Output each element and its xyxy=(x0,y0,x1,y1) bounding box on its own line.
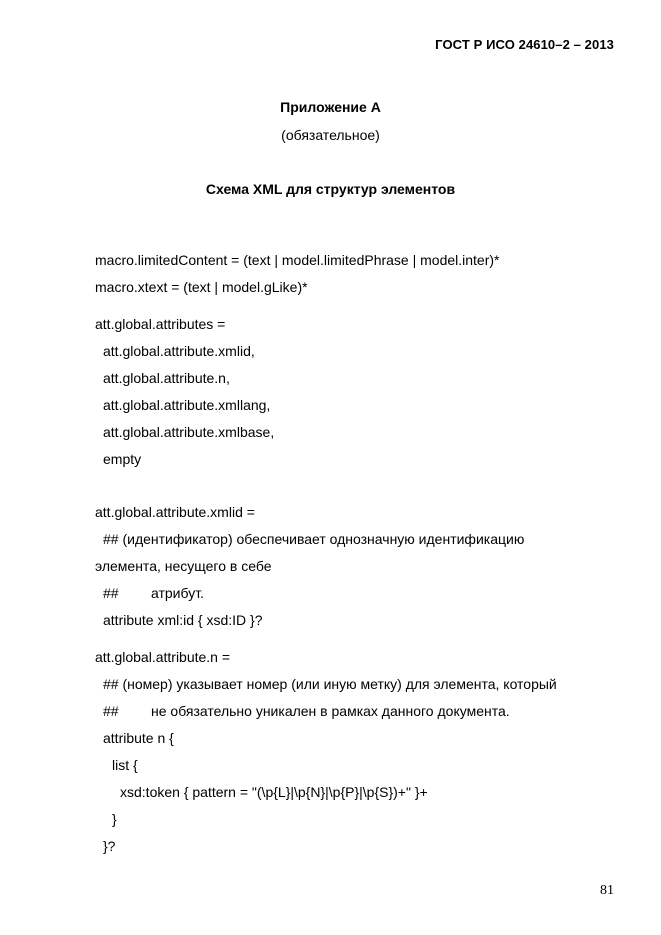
code-line: att.global.attribute.xmlid, xyxy=(103,343,255,359)
comment-line xyxy=(103,702,510,720)
comment-line: ## (идентификатор) обеспечивает однозначную идентификацию xyxy=(103,531,525,547)
code-line: att.global.attribute.n, xyxy=(103,370,230,386)
page-number: 81 xyxy=(600,883,614,898)
code-line: att.global.attribute.xmlid = xyxy=(95,504,255,520)
document-header: ГОСТ Р ИСО 24610–2 – 2013 xyxy=(435,37,614,52)
code-line: }? xyxy=(103,838,116,854)
code-line: macro.xtext = (text | model.gLike)* xyxy=(95,279,308,295)
code-line: att.global.attribute.n = xyxy=(95,649,231,665)
comment-marker: ## xyxy=(103,585,119,601)
comment-text: атрибут. xyxy=(151,585,204,601)
comment-line: ## (номер) указывает номер (или иную метку) для элемента, который xyxy=(103,676,557,692)
code-line: } xyxy=(112,811,117,827)
code-line: empty xyxy=(103,451,142,467)
section-title: Схема XML для структур элементов xyxy=(205,181,456,197)
code-line: attribute n { xyxy=(103,730,174,746)
comment-line: элемента, несущего в себе xyxy=(95,558,272,574)
code-line: xsd:token { pattern = "(\p{L}|\p{N}|\p{P}|\p{S})+" }+ xyxy=(120,784,428,800)
comment-line xyxy=(103,584,204,602)
appendix-status: (обязательное) xyxy=(281,127,380,143)
comment-marker: ## xyxy=(103,703,119,719)
code-line: att.global.attributes = xyxy=(95,316,226,332)
code-line: attribute xml:id { xsd:ID }? xyxy=(103,612,263,628)
code-line: list { xyxy=(112,757,138,773)
code-line: macro.limitedContent = (text | model.limitedPhrase | model.inter)* xyxy=(95,252,500,268)
code-line: att.global.attribute.xmllang, xyxy=(103,397,271,413)
comment-text: не обязательно уникален в рамках данного документа. xyxy=(151,703,510,719)
appendix-title: Приложение А xyxy=(280,99,381,115)
code-line: att.global.attribute.xmlbase, xyxy=(103,424,275,440)
